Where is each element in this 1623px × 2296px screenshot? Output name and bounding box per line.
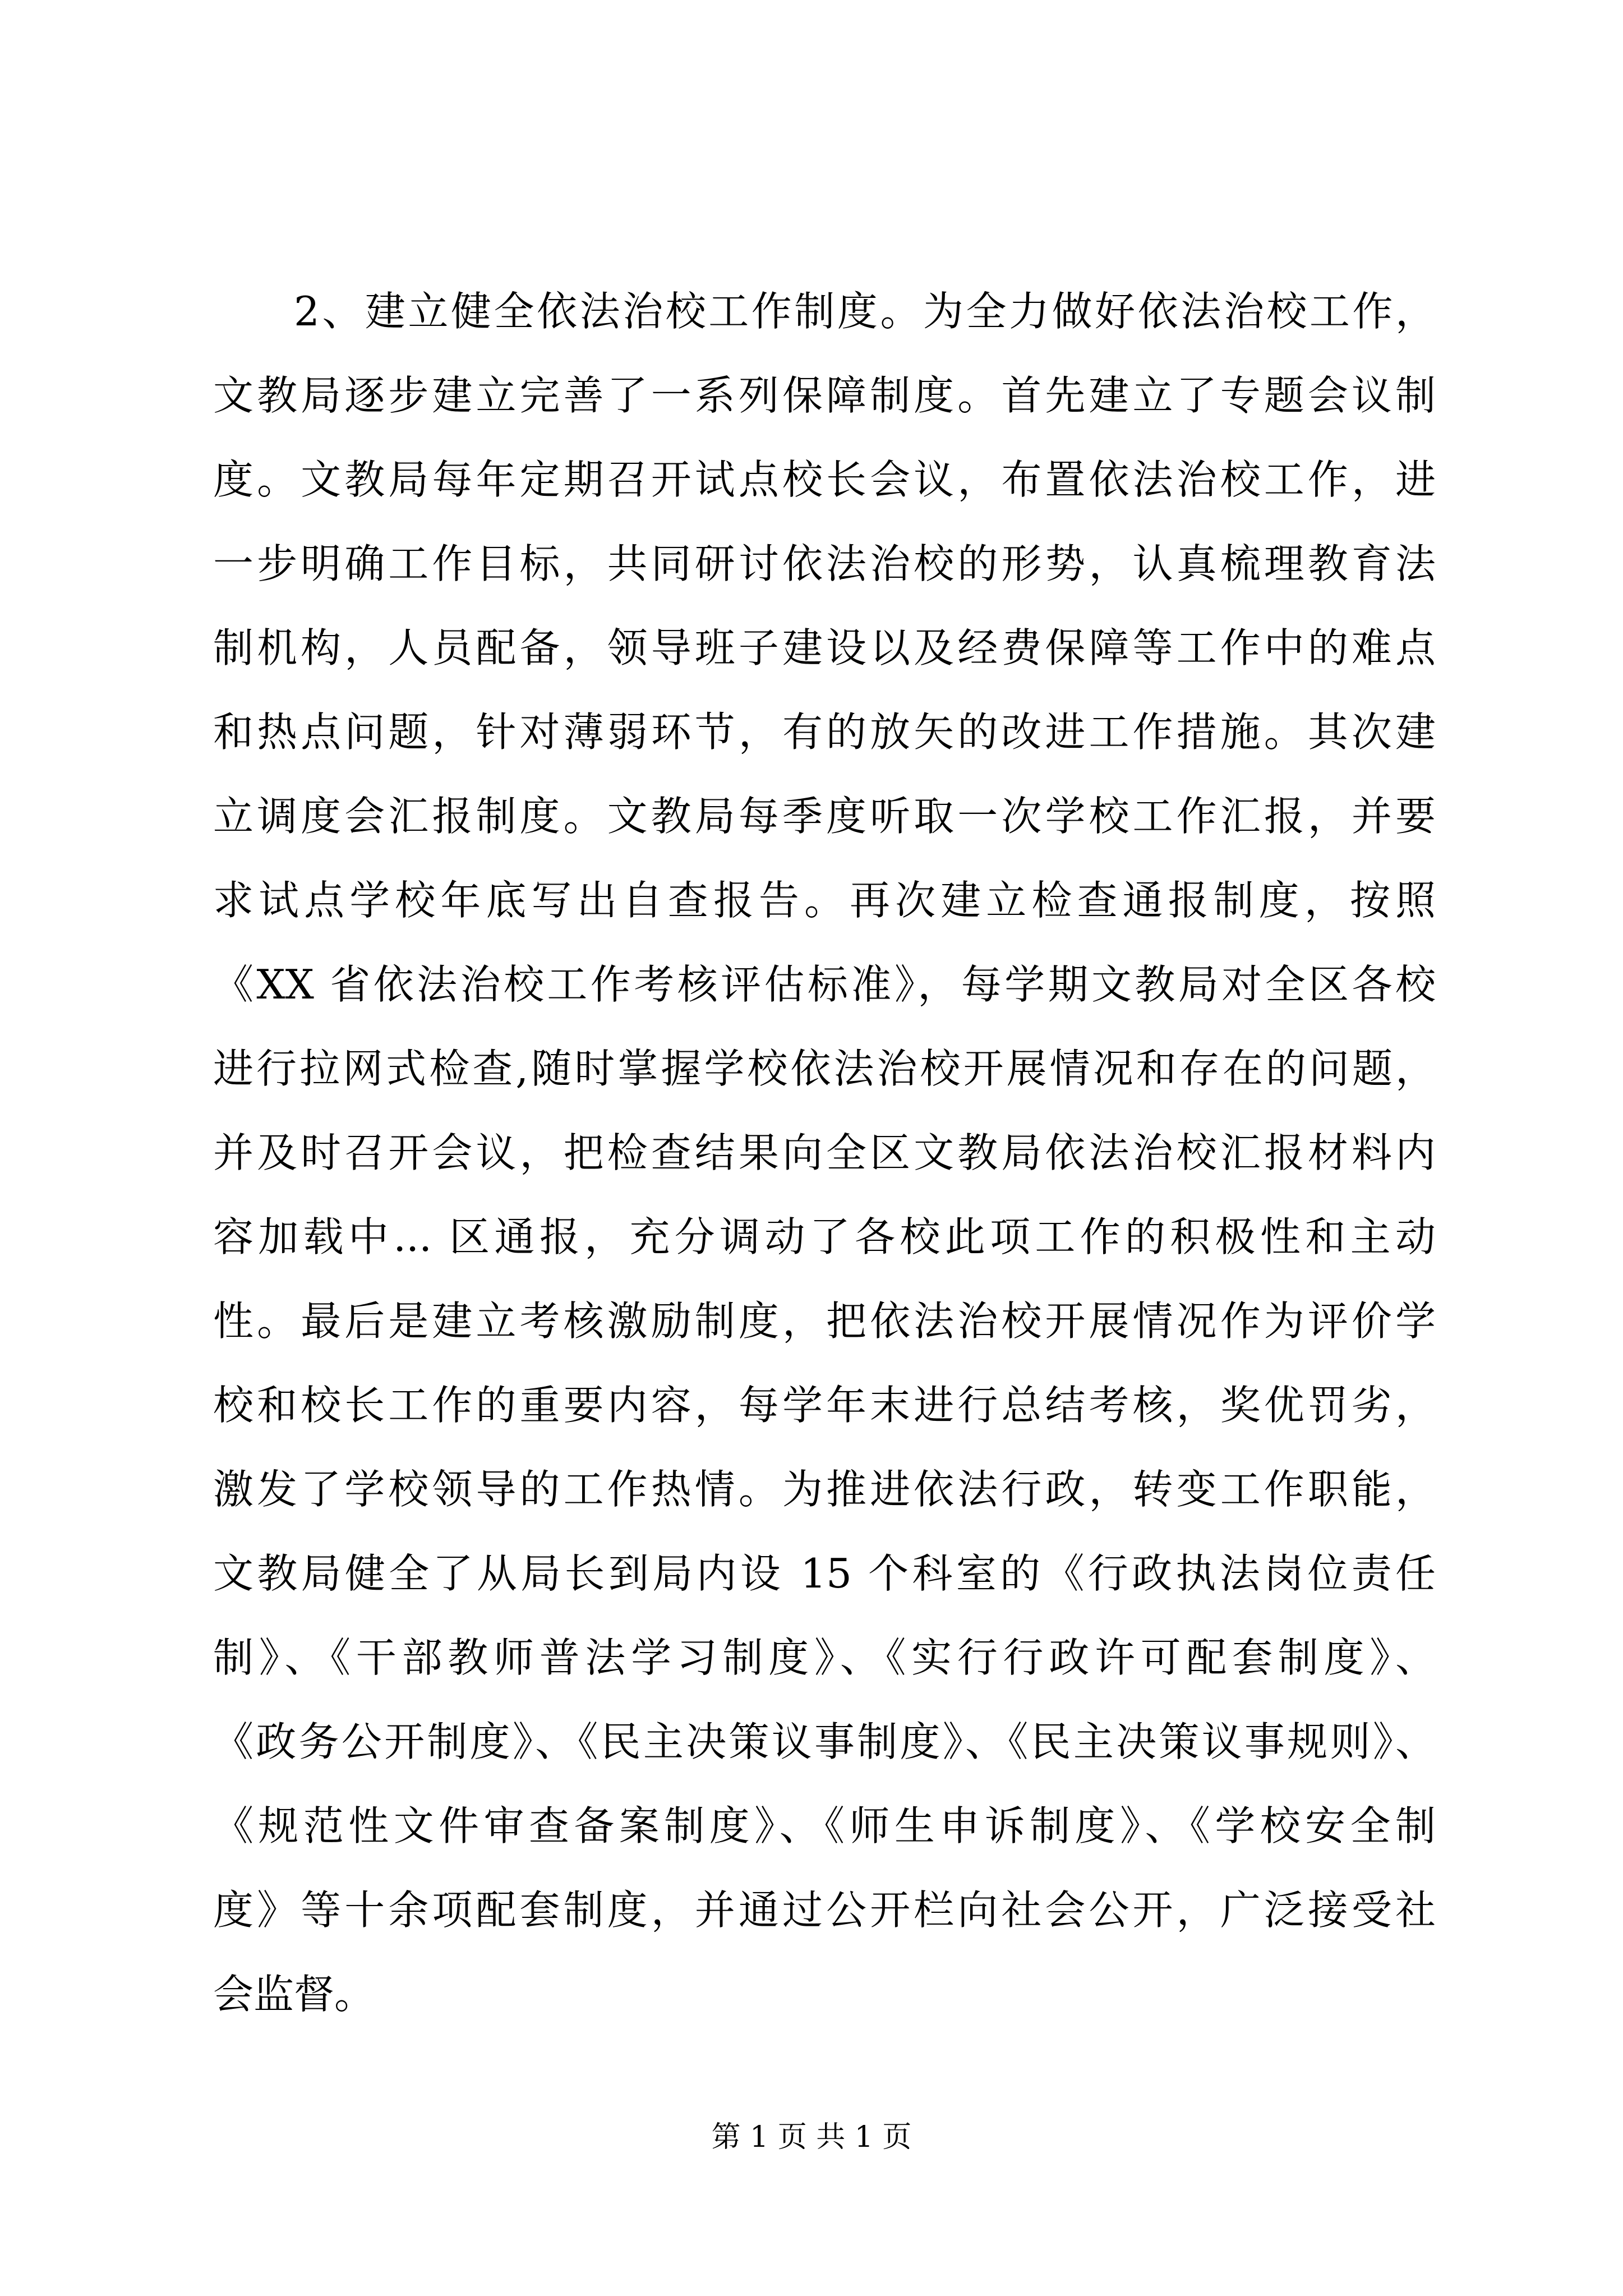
paragraph-line: 会监督。: [213, 1971, 375, 2018]
paragraph-line: 2、建立健全依法治校工作制度。为全力做好依法治校工作，: [294, 288, 1436, 335]
paragraph-line: 度。文教局每年定期召开试点校长会议，布置依法治校工作，进: [213, 456, 1436, 503]
paragraph-line: 校和校长工作的重要内容，每学年末进行总结考核，奖优罚劣，: [213, 1382, 1436, 1429]
paragraph-line: 文教局健全了从局长到局内设 15 个科室的《行政执法岗位责任: [213, 1550, 1436, 1597]
paragraph-line: 和热点问题，针对薄弱环节，有的放矢的改进工作措施。其次建: [213, 708, 1436, 756]
paragraph-line: 《政务公开制度》、《民主决策议事制度》、《民主决策议事规则》、: [213, 1718, 1436, 1765]
paragraph-line: 求试点学校年底写出自查报告。再次建立检查通报制度，按照: [213, 877, 1436, 924]
paragraph-line: 制》、《干部教师普法学习制度》、《实行行政许可配套制度》、: [213, 1634, 1436, 1681]
paragraph-line: 立调度会汇报制度。文教局每季度听取一次学校工作汇报，并要: [213, 793, 1436, 840]
paragraph-line: 《XX 省依法治校工作考核评估标准》，每学期文教局对全区各校: [213, 961, 1436, 1008]
page-footer: [0, 2115, 1623, 2160]
paragraph-line: 激发了学校领导的工作热情。为推进依法行政，转变工作职能，: [213, 1466, 1436, 1513]
paragraph-line: 并及时召开会议，把检查结果向全区文教局依法治校汇报材料内: [213, 1129, 1436, 1176]
paragraph-line: 性。最后是建立考核激励制度，把依法治校开展情况作为评价学: [213, 1297, 1436, 1345]
paragraph-line: 容加载中... 区通报，充分调动了各校此项工作的积极性和主动: [213, 1213, 1436, 1260]
paragraph-line: 度》等十余项配套制度，并通过公开栏向社会公开，广泛接受社: [213, 1887, 1436, 1934]
body-paragraph: [213, 269, 1436, 2036]
paragraph-line: 进行拉网式检查,随时掌握学校依法治校开展情况和存在的问题，: [213, 1045, 1436, 1092]
page-number-label: 第 1 页 共 1 页: [711, 2120, 912, 2154]
paragraph-line: 一步明确工作目标，共同研讨依法治校的形势，认真梳理教育法: [213, 540, 1436, 587]
paragraph-line: 文教局逐步建立完善了一系列保障制度。首先建立了专题会议制: [213, 372, 1436, 419]
paragraph-line: 制机构，人员配备，领导班子建设以及经费保障等工作中的难点: [213, 624, 1436, 671]
paragraph-line: 《规范性文件审查备案制度》、《师生申诉制度》、《学校安全制: [213, 1802, 1436, 1849]
